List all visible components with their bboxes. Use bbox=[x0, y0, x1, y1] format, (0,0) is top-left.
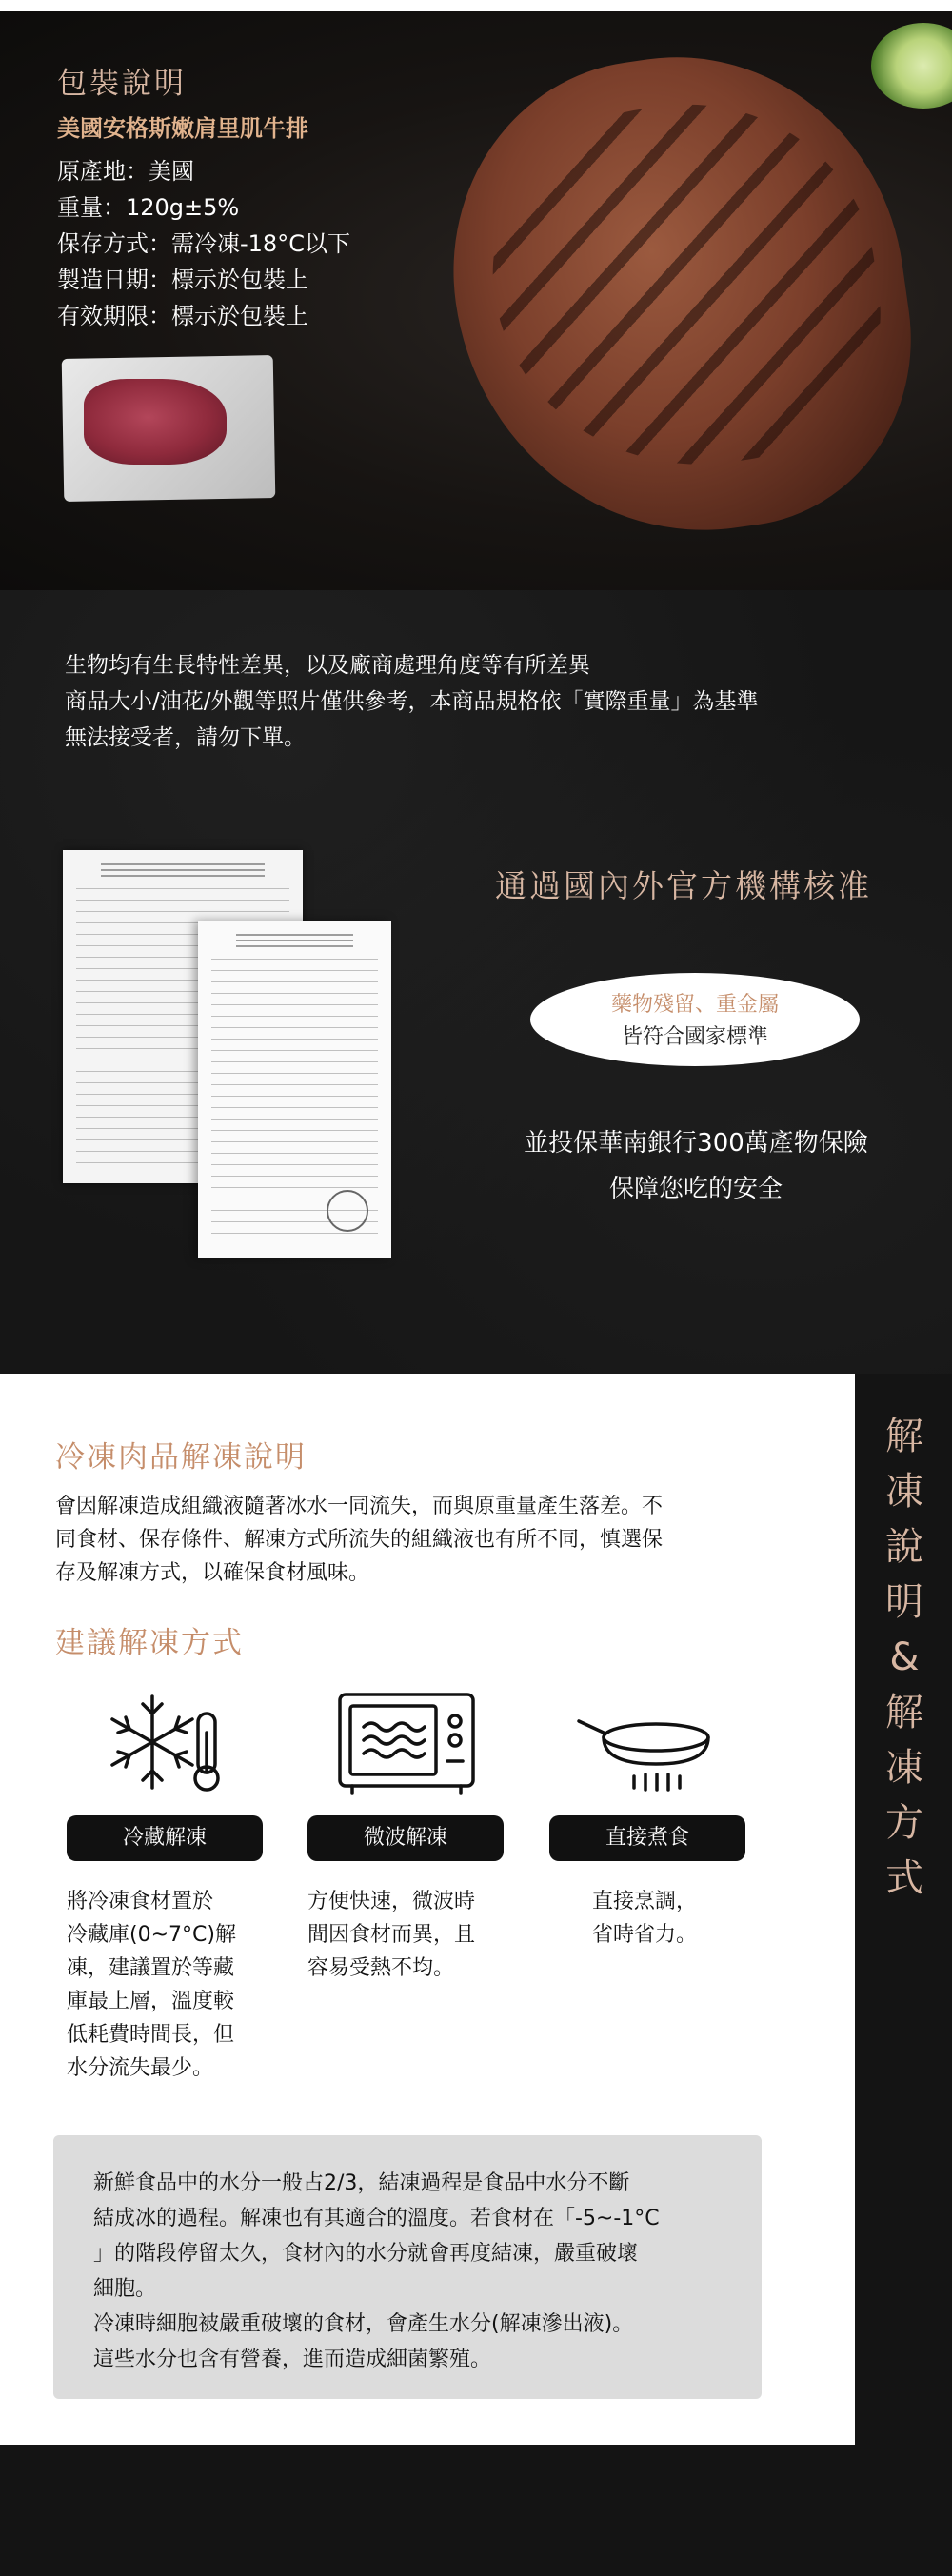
insurance-line2: 保障您吃的安全 bbox=[608, 1175, 783, 1203]
side-title-char: 解 bbox=[885, 1415, 923, 1458]
inspection-document-image bbox=[198, 921, 391, 1258]
method-desc-line: 庫最上層，溫度較 bbox=[67, 1990, 235, 2013]
method-desc-line: 低耗費時間長，但 bbox=[67, 2023, 235, 2047]
spec-expiry: 有效期限：標示於包裝上 bbox=[57, 303, 308, 329]
product-name: 美國安格斯嫩肩里肌牛排 bbox=[57, 115, 308, 142]
side-title-char: 方 bbox=[885, 1801, 923, 1845]
method-desc-line: 將冷凍食材置於 bbox=[67, 1890, 214, 1913]
note-line: 新鮮食品中的水分一般占2/3，結凍過程是食品中水分不斷 bbox=[93, 2171, 630, 2195]
microwave-icon bbox=[335, 1685, 478, 1799]
method-desc-line: 容易受熱不均。 bbox=[307, 1956, 455, 1980]
method-label-direct-cook: 直接煮食 bbox=[549, 1815, 745, 1861]
thaw-text-line: 會因解凍造成組織液隨著冰水一同流失，而與原重量產生落差。不 bbox=[55, 1495, 664, 1518]
method-desc-line: 直接烹調， bbox=[592, 1890, 698, 1913]
spec-weight: 重量：120g±5% bbox=[57, 194, 240, 221]
packed-steak-image bbox=[84, 379, 227, 465]
suggested-methods-title: 建議解凍方式 bbox=[55, 1626, 244, 1660]
method-desc-line: 水分流失最少。 bbox=[67, 2056, 214, 2080]
spec-mfg-date: 製造日期：標示於包裝上 bbox=[57, 267, 308, 293]
side-vertical-title bbox=[876, 1409, 933, 1906]
document-header-lines bbox=[236, 934, 353, 949]
certification-badge-line2: 皆符合國家標準 bbox=[621, 1025, 768, 1049]
spec-origin: 原產地：美國 bbox=[57, 158, 194, 185]
side-title-char: 凍 bbox=[885, 1746, 923, 1790]
method-desc-line: 省時省力。 bbox=[592, 1923, 698, 1947]
document-header-lines bbox=[101, 863, 265, 879]
certification-badge-line1: 藥物殘留、重金屬 bbox=[610, 993, 779, 1017]
frying-pan-icon bbox=[575, 1685, 718, 1799]
method-desc-line: 方便快速，微波時 bbox=[307, 1890, 476, 1913]
side-title-char: 式 bbox=[885, 1856, 923, 1900]
side-title-char: & bbox=[889, 1635, 920, 1679]
note-line: 這些水分也含有營養，進而造成細菌繁殖。 bbox=[93, 2348, 492, 2371]
note-line: 結成冰的過程。解凍也有其適合的溫度。若食材在「-5~-1°C bbox=[93, 2207, 660, 2230]
certification-badge bbox=[530, 973, 860, 1066]
disclaimer-line: 生物均有生長特性差異，以及廠商處理角度等有所差異 bbox=[65, 653, 590, 678]
method-label-microwave: 微波解凍 bbox=[307, 1815, 504, 1861]
disclaimer-line: 無法接受者，請勿下單。 bbox=[65, 725, 306, 750]
side-title-char: 明 bbox=[885, 1580, 923, 1624]
top-strip bbox=[0, 0, 952, 11]
method-label-refrigerate: 冷藏解凍 bbox=[67, 1815, 263, 1861]
bottom-dark-band bbox=[0, 2445, 952, 2576]
spec-storage: 保存方式：需冷凍-18°C以下 bbox=[57, 230, 350, 257]
disclaimer-line: 商品大小/油花/外觀等照片僅供參考，本商品規格依「實際重量」為基準 bbox=[65, 689, 759, 714]
method-desc-line: 冷藏庫(0~7°C)解 bbox=[67, 1923, 236, 1947]
document-seal bbox=[327, 1190, 368, 1232]
thaw-text-line: 存及解凍方式，以確保食材風味。 bbox=[55, 1561, 370, 1585]
method-desc-line: 凍，建議置於等藏 bbox=[67, 1956, 235, 1980]
method-desc-line: 間因食材而異，且 bbox=[307, 1923, 476, 1947]
side-title-char: 解 bbox=[885, 1691, 923, 1734]
note-line: 細胞。 bbox=[93, 2277, 157, 2301]
thaw-title: 冷凍肉品解凍說明 bbox=[55, 1440, 307, 1475]
packaging-title: 包裝說明 bbox=[57, 67, 187, 101]
thaw-text-line: 同食材、保存條件、解凍方式所流失的組織液也有所不同，慎選保 bbox=[55, 1528, 664, 1552]
snowflake-thermometer-icon bbox=[105, 1685, 248, 1799]
side-title-char: 說 bbox=[885, 1525, 923, 1569]
insurance-line1: 並投保華南銀行300萬產物保險 bbox=[524, 1129, 868, 1158]
side-title-char: 凍 bbox=[885, 1470, 923, 1514]
note-line: 冷凍時細胞被嚴重破壞的食材，會產生水分(解凍滲出液)。 bbox=[93, 2312, 634, 2336]
note-line: 」的階段停留太久，食材內的水分就會再度結凍，嚴重破壞 bbox=[93, 2242, 639, 2266]
certification-heading: 通過國內外官方機構核准 bbox=[495, 867, 872, 904]
